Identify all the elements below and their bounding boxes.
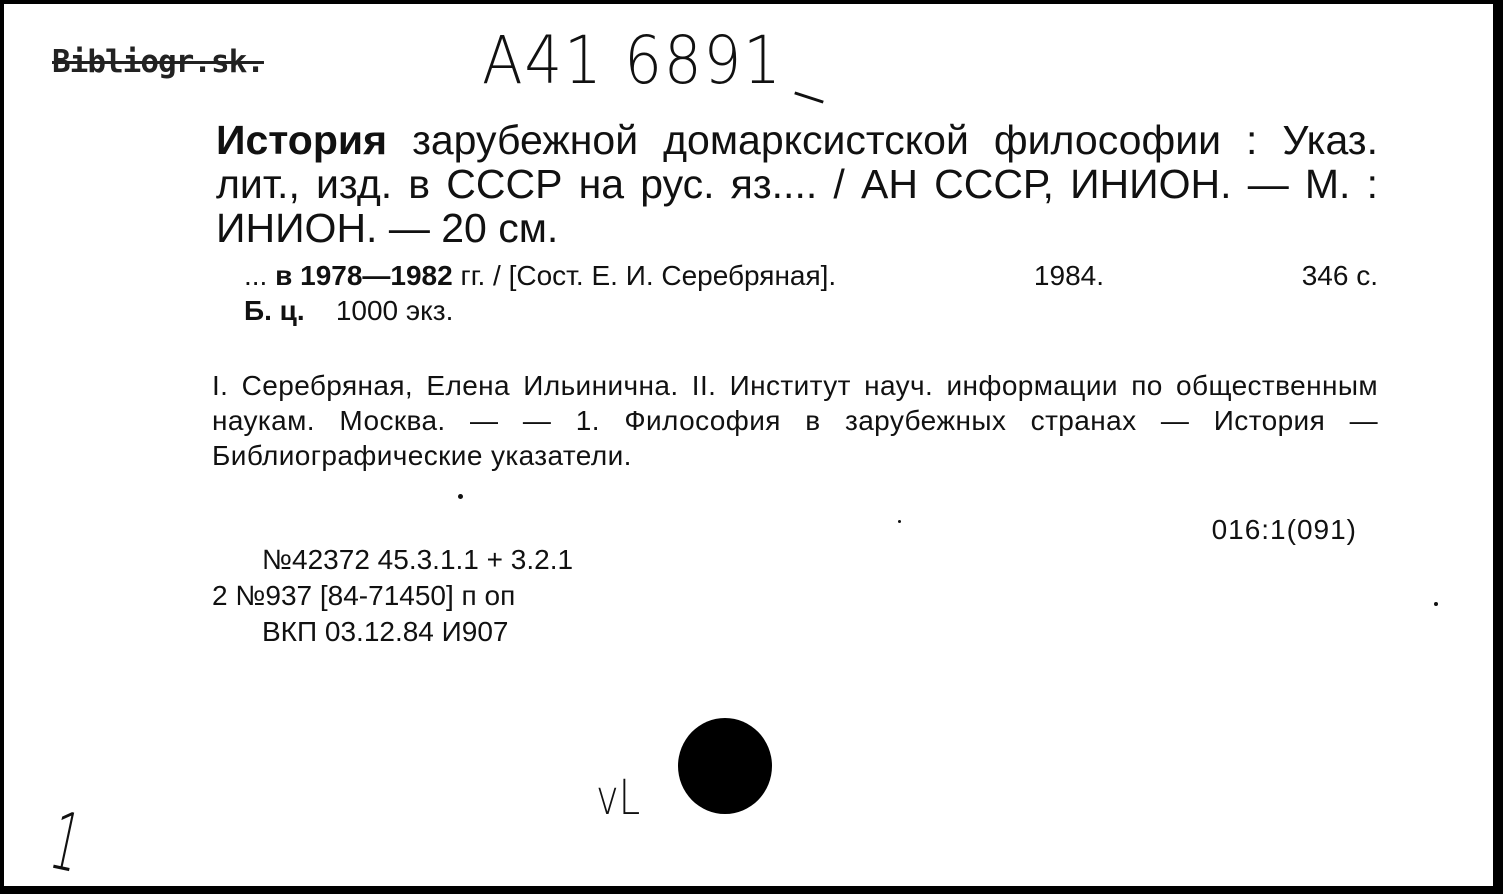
volume-years: в 1978—1982	[275, 260, 453, 291]
volume-prefix: ...	[244, 260, 268, 291]
page-count: 346 с.	[1301, 260, 1378, 291]
catalog-card	[2, 2, 1495, 891]
udc-code: 016:1(091)	[1211, 514, 1357, 545]
code-line-2: 2 №937 [84-71450] п оп	[212, 580, 516, 611]
pencil-mark-initials: vL	[596, 770, 641, 826]
registry-codes	[212, 542, 573, 650]
code-line-1: №42372 45.3.1.1 + 3.2.1	[262, 544, 574, 575]
handwritten-call-number: А41 6891	[482, 22, 783, 99]
print-run: 1000 экз.	[335, 295, 454, 326]
price-label: Б. ц.	[244, 295, 305, 326]
handwritten-mark	[794, 91, 823, 103]
publication-year: 1984.	[1033, 260, 1104, 291]
pencil-mark-number: 1	[42, 794, 90, 891]
volume-line	[244, 258, 1378, 293]
volume-description	[244, 258, 1378, 328]
title-heading-word: История	[216, 117, 388, 163]
title-block	[216, 118, 1378, 250]
volume-title	[244, 258, 836, 293]
price-line	[244, 293, 1378, 328]
tracings: I. Серебряная, Елена Ильинична. II. Институт науч. информации по общественным наукам. Москва. — — 1. Философия в зарубежных странах — История — Библиографические указатели.	[212, 370, 1378, 471]
title-description: зарубежной домарксистской философии : Указ. лит., изд. в СССР на рус. яз.... / АН СССР, ИНИОН. — М. : ИНИОН. — 20 см.	[216, 117, 1378, 251]
ink-speck	[898, 520, 901, 523]
ink-speck	[1434, 602, 1438, 606]
code-line-3: ВКП 03.12.84 И907	[262, 616, 509, 647]
volume-compiler: гг. / [Сост. Е. И. Серебряная].	[460, 260, 837, 291]
ink-speck	[458, 494, 463, 499]
punch-hole	[678, 718, 772, 814]
library-stamp: Bibliogr.sk.	[52, 44, 264, 80]
